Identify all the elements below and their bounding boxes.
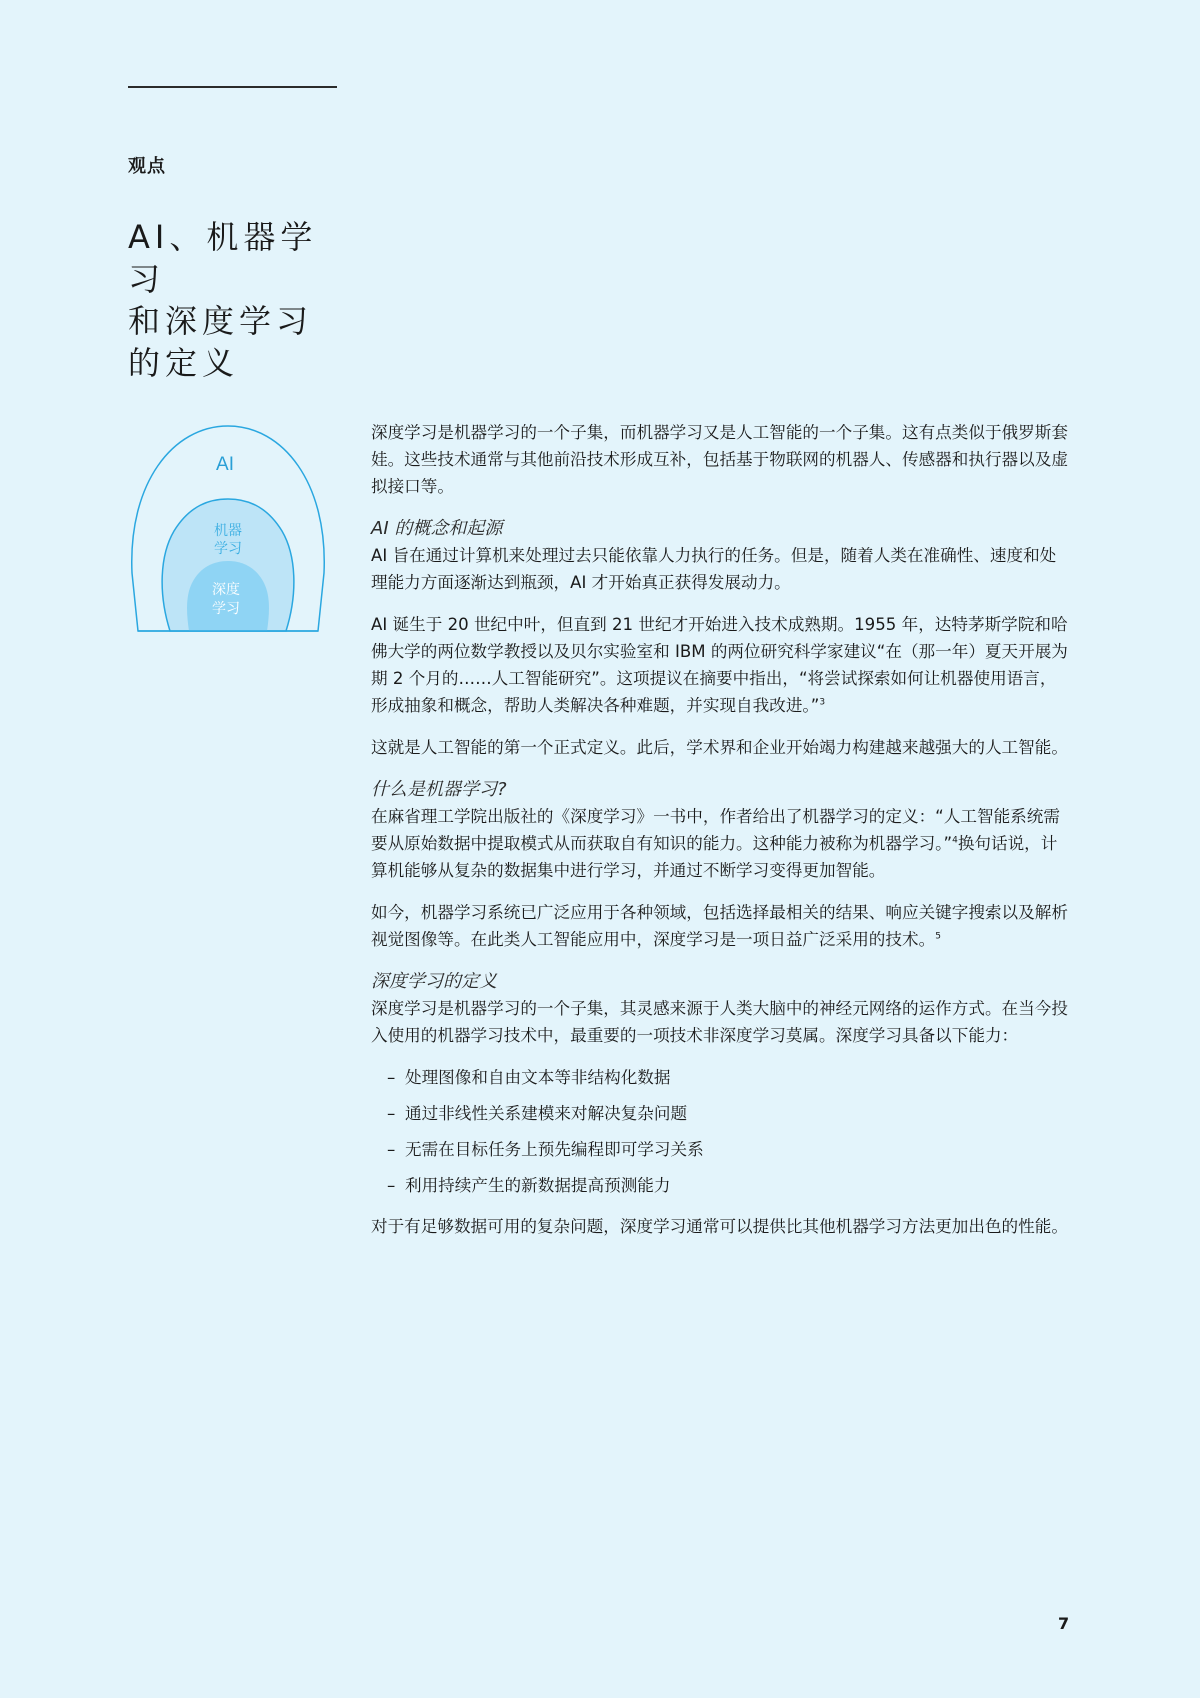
ml-label-line1: 机器	[214, 523, 242, 539]
paragraph: 对于有足够数据可用的复杂问题，深度学习通常可以提供比其他机器学习方法更加出色的性能。	[371, 1217, 1068, 1236]
intro-paragraph: 深度学习是机器学习的一个子集，而机器学习又是人工智能的一个子集。这有点类似于俄罗斯套娃。这些技术通常与其他前沿技术形成互补，包括基于物联网的机器人、传感器和执行器以及虚拟接口等。	[371, 423, 1068, 496]
paragraph	[371, 899, 1071, 953]
list-item-text: 通过非线性关系建模来对解决复杂问题	[405, 1104, 688, 1123]
page-number: 7	[1058, 1614, 1070, 1633]
paragraph	[371, 803, 1071, 884]
page-title-line: AI、机器学习	[128, 218, 318, 298]
subheading-dl: 深度学习的定义	[371, 971, 497, 992]
ai-label: AI	[216, 454, 234, 475]
bullet-dash: –	[387, 1068, 396, 1087]
list-item	[387, 1064, 1071, 1091]
list-item	[387, 1100, 1071, 1127]
paragraph	[371, 611, 1071, 719]
paragraph-text: AI 诞生于 20 世纪中叶，但直到 21 世纪才开始进入技术成熟期。1955 年，达特茅斯学院和哈佛大学的两位数学教授以及贝尔实验室和 IBM 的两位研究科学家建议“在（那一年）夏天开展为期 2 个月的……人工智能研究”。这项提议在摘要中指出，“将尝试探索如何让机器使用语言，形成抽象和概念，帮助人类解决各种难题，并实现自我改进。”	[371, 615, 1068, 715]
paragraph-text: 如今，机器学习系统已广泛应用于各种领域，包括选择最相关的结果、响应关键字搜索以及解析视觉图像等。在此类人工智能应用中，深度学习是一项日益广泛采用的技术。	[371, 903, 1068, 949]
subheading-ml: 什么是机器学习?	[371, 779, 507, 800]
article-body	[371, 419, 1071, 1255]
list-item-text: 无需在目标任务上预先编程即可学习关系	[405, 1140, 704, 1159]
footnote-ref: 5	[935, 931, 941, 942]
paragraph-text: 在麻省理工学院出版社的《深度学习》一书中，作者给出了机器学习的定义：“人工智能系统需要从原始数据中提取模式从而获取自有知识的能力。这种能力被称为机器学习。”	[371, 807, 1060, 853]
list-item	[387, 1172, 1071, 1199]
paragraph: 深度学习是机器学习的一个子集，其灵感来源于人类大脑中的神经元网络的运作方式。在当今投入使用的机器学习技术中，最重要的一项技术非深度学习莫属。深度学习具备以下能力：	[371, 999, 1068, 1045]
top-rule	[128, 86, 337, 88]
dl-label-line1: 深度	[212, 582, 240, 598]
paragraph: AI 旨在通过计算机来处理过去只能依靠人力执行的任务。但是，随着人类在准确性、速度和处理能力方面逐渐达到瓶颈，AI 才开始真正获得发展动力。	[371, 546, 1057, 592]
page-title-line: 和深度学习	[128, 302, 314, 340]
paragraph-text: 换句话说，计算机能够从复杂的数据集中进行学习，并通过不断学习变得更加智能。	[371, 834, 1058, 880]
dl-label-line2: 学习	[212, 601, 240, 617]
page-title-line: 的定义	[128, 344, 240, 382]
bullet-dash: –	[387, 1140, 396, 1159]
footnote-ref: 4	[952, 835, 958, 846]
section-label: 观点	[128, 156, 166, 177]
list-item-text: 处理图像和自由文本等非结构化数据	[405, 1068, 671, 1087]
ml-label-line2: 学习	[214, 541, 242, 557]
list-item	[387, 1136, 1071, 1163]
capabilities-list	[371, 1064, 1071, 1199]
ai-ml-dl-nested-diagram	[128, 423, 328, 635]
page-title	[128, 216, 348, 384]
paragraph: 这就是人工智能的第一个正式定义。此后，学术界和企业开始竭力构建越来越强大的人工智能。	[371, 738, 1068, 757]
footnote-ref: 3	[819, 697, 826, 708]
bullet-dash: –	[387, 1104, 396, 1123]
bullet-dash: –	[387, 1176, 396, 1195]
list-item-text: 利用持续产生的新数据提高预测能力	[405, 1176, 671, 1195]
subheading-concept: AI 的概念和起源	[371, 518, 503, 539]
